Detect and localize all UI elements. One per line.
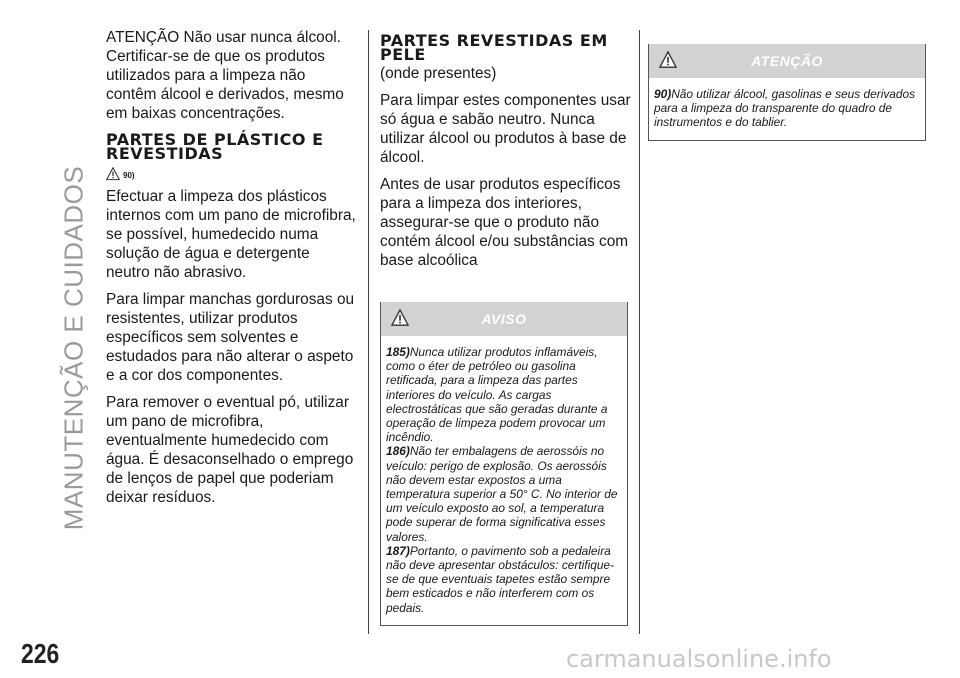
notice-item-ref: 187) bbox=[386, 543, 410, 558]
notice-box-aviso bbox=[380, 302, 628, 626]
notice-box-title: ATENÇÃO bbox=[751, 53, 823, 69]
notice-item-ref: 90) bbox=[654, 87, 672, 101]
paragraph: Antes de usar produtos específicos para a limpeza dos interiores, assegurar-se que o produto não contém álcool e/ou substâncias com base alcoólica bbox=[380, 176, 629, 269]
column-right bbox=[648, 28, 928, 141]
notice-box-header bbox=[649, 44, 925, 78]
column-left bbox=[106, 28, 356, 515]
paragraph: Para limpar manchas gordurosas ou resistentes, utilizar produtos específicos sem solventes e estudados para não alterar o aspeto e a cor dos componentes. bbox=[106, 291, 355, 384]
column-divider-1 bbox=[368, 30, 369, 634]
paragraph: Para limpar estes componentes usar só água e sabão neutro. Nunca utilizar álcool ou produtos à base de álcool. bbox=[380, 92, 631, 166]
intro-warning-text: ATENÇÃO Não usar nunca álcool. Certificar-se de que os produtos utilizados para a limpeza não contêm álcool e derivados, mesmo em baixas concentrações. bbox=[106, 29, 344, 122]
notice-box-title: AVISO bbox=[481, 311, 527, 327]
notice-box-atencao bbox=[648, 44, 926, 141]
notice-item bbox=[386, 345, 622, 444]
notice-item-text: Nunca utilizar produtos inflamáveis, como o éter de petróleo ou gasolina retificada, para a limpeza das partes interiores do veículo. As cargas electrostáticas que são geradas durante a operação de limpeza podem provocar um incêndio. bbox=[386, 345, 608, 445]
watermark: carmanualsonline.info bbox=[566, 645, 832, 673]
heading-plastic-parts: PARTES DE PLÁSTICO E REVESTIDAS bbox=[106, 130, 324, 163]
notice-item-text: Portanto, o pavimento sob a pedaleira não deve apresentar obstáculos: certifique-se de que eventuais tapetes estão sempre bem esticados e não interferem com os pedais. bbox=[386, 543, 615, 615]
notice-item-text: Não utilizar álcool, gasolinas e seus derivados para a limpeza do transparente do quadro de instrumentos e do tablier. bbox=[654, 87, 916, 130]
warning-reference-number: 90) bbox=[123, 171, 135, 180]
notice-item-ref: 186) bbox=[386, 444, 410, 459]
notice-box-header bbox=[381, 302, 627, 336]
heading-leather-parts: PARTES REVESTIDAS EM PELE bbox=[380, 31, 608, 64]
warning-triangle-icon bbox=[659, 51, 677, 69]
column-middle bbox=[380, 28, 632, 626]
notice-box-body bbox=[649, 78, 925, 140]
side-section-title-text: MANUTENÇÃO E CUIDADOS bbox=[58, 165, 89, 531]
notice-box-body bbox=[381, 336, 627, 625]
notice-item bbox=[386, 444, 622, 543]
warning-triangle-icon bbox=[391, 309, 409, 327]
paragraph: Para remover o eventual pó, utilizar um pano de microfibra, eventualmente humedecido com água. É desaconselhado o emprego de lenços de papel que poderiam deixar resíduos. bbox=[106, 394, 354, 506]
notice-item-ref: 185) bbox=[386, 345, 410, 359]
notice-item-text: Não ter embalagens de aerossóis no veículo: perigo de explosão. Os aerossóis não devem estar expostos a uma temperatura superior a 50° C. No interior de um veículo exposto ao sol, a temperatura pode superar de forma significativa esses valores. bbox=[386, 444, 618, 544]
column-divider-2 bbox=[639, 30, 640, 634]
warning-reference bbox=[106, 167, 356, 181]
page-number: 226 bbox=[21, 638, 60, 669]
notice-item bbox=[386, 544, 622, 615]
side-section-title bbox=[54, 165, 94, 531]
heading-subtitle: (onde presentes) bbox=[380, 65, 497, 82]
warning-triangle-icon bbox=[106, 167, 120, 181]
paragraph: Efectuar a limpeza dos plásticos internos com um pano de microfibra, se possível, humedecido numa solução de água e detergente neutro não abrasivo. bbox=[106, 188, 356, 281]
notice-item bbox=[654, 87, 920, 130]
